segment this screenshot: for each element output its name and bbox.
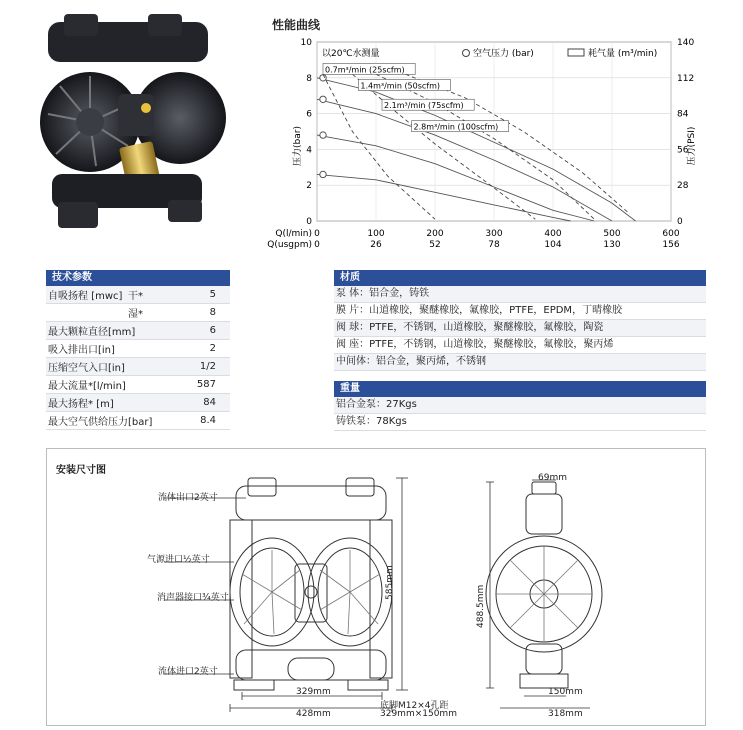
legend-air: 空气压力 (bar): [473, 49, 534, 59]
x-tick-usgpm: 26: [370, 240, 382, 250]
spec-label: 最大流量*[l/min]: [48, 381, 126, 392]
label-inlet: 流体进口2英寸: [158, 667, 218, 677]
spec-row: [46, 394, 230, 412]
weight-header: 重量: [334, 381, 706, 397]
spec-label: 压缩空气入口[in]: [48, 363, 125, 374]
dim-585: 585mm: [385, 565, 395, 600]
x-tick-lpm: 100: [367, 229, 385, 239]
legend-consumption-icon: [568, 49, 584, 56]
spec-row: [46, 340, 230, 358]
dim-318: 318mm: [548, 709, 583, 719]
x-tick-usgpm: 130: [603, 240, 621, 250]
x-tick-lpm: 500: [603, 229, 621, 239]
dim-488: 488.5mm: [476, 584, 486, 628]
chart-note: 以20℃水测量: [322, 49, 380, 59]
y-tick-right: 56: [677, 145, 689, 156]
materials-row: 中间体：铝合金，聚丙烯，不锈钢: [334, 354, 706, 371]
install-title: 安装尺寸图: [56, 465, 106, 476]
spec-value: 8: [209, 307, 216, 318]
air-pressure-marker: [320, 132, 326, 138]
spec-label: 最大颗粒直径[mm]: [48, 327, 136, 338]
spec-row: [46, 304, 230, 322]
y-tick-right: 0: [677, 217, 683, 227]
spec-value: 5: [209, 289, 216, 300]
x-tick-usgpm: 104: [544, 240, 562, 250]
x-tick-usgpm: 156: [662, 240, 680, 250]
spec-label: 最大空气供给压力[bar]: [48, 417, 153, 428]
label-outlet: 流体出口2英寸: [158, 493, 218, 503]
y-tick-left: 8: [306, 73, 312, 84]
materials-row: 阀 球：PTFE，不锈钢，山道橡胶，聚醚橡胶，氟橡胶，陶瓷: [334, 320, 706, 337]
dim-69: 69mm: [538, 473, 567, 483]
x-tick-lpm: 600: [662, 229, 680, 239]
dim-329: 329mm: [296, 687, 331, 697]
spec-row: [46, 286, 230, 304]
dim-150: 150mm: [548, 687, 583, 697]
air-pressure-marker: [320, 75, 326, 81]
materials-table: [334, 270, 706, 431]
spec-value: 84: [203, 397, 216, 408]
specs-table: [46, 270, 230, 430]
legend-consumption: 耗气量 (m³/min): [588, 49, 658, 59]
y-tick-left: 4: [306, 145, 312, 156]
spec-sub: 湿*: [128, 309, 143, 320]
spec-label: 吸入排出口[in]: [48, 345, 115, 356]
chart-title: 性能曲线: [272, 18, 321, 32]
specs-header: 技术参数: [46, 270, 230, 286]
y-right-label: 压力(PSI): [687, 126, 697, 166]
weight-row: 铸铁泵：78Kgs: [334, 414, 706, 431]
spec-label: 自吸扬程 [mwc]: [48, 291, 123, 302]
annotation-label: 2.8m³/min (100scfm): [413, 122, 499, 132]
y-tick-left: 10: [300, 38, 312, 48]
weight-row: 铝合金泵：27Kgs: [334, 397, 706, 414]
y-tick-right: 140: [677, 38, 695, 48]
y-tick-right: 84: [677, 109, 689, 120]
side-view-drawing: [486, 474, 606, 724]
annotation-label: 1.4m³/min (50scfm): [360, 81, 441, 91]
x-tick-lpm: 300: [485, 229, 503, 239]
annotation-label: 0.7m³/min (25scfm): [325, 65, 405, 75]
dim-428: 428mm: [296, 709, 331, 719]
air-pressure-marker: [320, 96, 326, 102]
x-label-lpm: Q(l/min): [275, 229, 312, 239]
annotation-label: 2.1m³/min (75scfm): [384, 101, 464, 111]
y-tick-left: 6: [306, 109, 312, 120]
spec-value: 1/2: [199, 361, 216, 372]
x-tick-usgpm: 0: [314, 240, 320, 250]
label-air-inlet: 气源进口½英寸: [147, 555, 210, 565]
y-tick-right: 28: [677, 181, 689, 192]
x-tick-lpm: 200: [426, 229, 444, 239]
spec-row: [46, 358, 230, 376]
spec-row: [46, 322, 230, 340]
air-pressure-marker: [320, 171, 326, 177]
spec-label: 最大扬程* [m]: [48, 399, 114, 410]
materials-row: 泵 体：铝合金，铸铁: [334, 286, 706, 303]
spec-value: 8.4: [200, 415, 216, 426]
spec-value: 2: [209, 343, 216, 354]
x-tick-lpm: 0: [314, 229, 320, 239]
foot-note-1: 底脚M12×4孔距: [380, 701, 449, 711]
x-tick-usgpm: 52: [429, 240, 441, 250]
performance-chart: [254, 34, 697, 256]
label-muffler: 消声器接口¾英寸: [157, 593, 229, 603]
foot-note-2: 329mm×150mm: [380, 709, 457, 719]
materials-row: 膜 片：山道橡胶，聚醚橡胶，氟橡胶，PTFE，EPDM，丁晴橡胶: [334, 303, 706, 320]
y-tick-left: 2: [306, 181, 312, 192]
y-tick-right: 112: [677, 73, 695, 84]
materials-header: 材质: [334, 270, 706, 286]
spec-sub: 干*: [128, 291, 143, 302]
legend-air-icon: [463, 50, 470, 57]
pump-photo: [38, 14, 228, 236]
spec-value: 587: [196, 379, 216, 390]
materials-row: 阀 座：PTFE，不锈钢，山道橡胶，聚醚橡胶，氟橡胶，聚丙烯: [334, 337, 706, 354]
y-tick-left: 0: [306, 217, 312, 227]
y-left-label: 压力(bar): [293, 126, 303, 166]
x-tick-lpm: 400: [544, 229, 562, 239]
spec-value: 6: [209, 325, 216, 336]
x-label-usgpm: Q(usgpm): [267, 240, 312, 250]
x-tick-usgpm: 78: [488, 240, 500, 250]
spec-row: [46, 412, 230, 430]
spec-row: [46, 376, 230, 394]
